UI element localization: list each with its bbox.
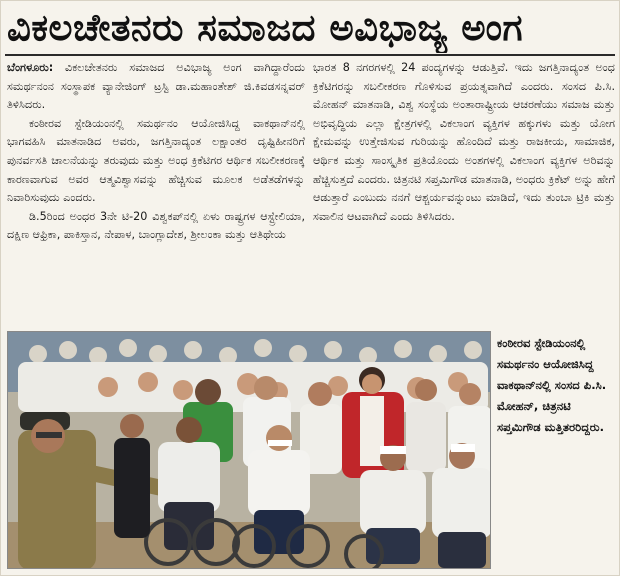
article-column-left	[7, 59, 305, 329]
article-column-right	[313, 59, 615, 329]
article-paragraph-4: ಭಾರತ 8 ನಗರಗಳಲ್ಲಿ 24 ಪಂದ್ಯಗಳನ್ನು ಆಡುತ್ತಿವೆ. ಇದು ಜಗತ್ತಿನಾದ್ಯಂತ ಅಂಧ ಕ್ರಿಕೆಟಿಗರನ್ನು ಸಬಲೀಕರಣ ಗೊಳಿಸುವ ಪ್ರಯತ್ನವಾಗಿದೆ ಎಂದರು. ಸಂಸದ ಪಿ.ಸಿ. ಮೋಹನ್ ಮಾತನಾಡಿ, ವಿಶ್ವ ಸಂಸ್ಥೆಯ ಅಂತಾರಾಷ್ಟ್ರೀಯ ಆಚರಣೆಯು ಸಮಾಜ ಮತ್ತು ಅಭಿವೃದ್ಧಿಯ ಎಲ್ಲಾ ಕ್ಷೇತ್ರಗಳಲ್ಲಿ ವಿಕಲಾಂಗ ವ್ಯಕ್ತಿಗಳ ಹಕ್ಕುಗಳು ಮತ್ತು ಯೋಗ ಕ್ಷೇಮವನ್ನು ಉತ್ತೇಜಿಸುವ ಗುರಿಯನ್ನು ಹೊಂದಿದೆ ಮತ್ತು ರಾಜಕೀಯ, ಸಾಮಾಜಿಕ, ಆರ್ಥಿಕ ಮತ್ತು ಸಾಂಸ್ಕೃತಿಕ ಪ್ರತಿಯೊಂದು ಅಂಶಗಳಲ್ಲಿ ವಿಕಲಾಂಗ ವ್ಯಕ್ತಿಗಳ ಅರಿವನ್ನು ಹೆಚ್ಚಿಸುತ್ತದೆ ಎಂದರು. ಚಿತ್ರನಟಿ ಸಪ್ತಮಿಗೌಡ ಮಾತನಾಡಿ, ಅಂಧರು ಕ್ರಿಕೆಟ್ ಅನ್ನು ಹೇಗೆ ಆಡುತ್ತಾರೆ ಎಂಬುದು ನನಗೆ ಆಶ್ಚರ್ಯವನ್ನುಂಟು ಮಾಡಿದೆ, ಇದು ತುಂಬಾ ಟ್ರಿಕಿ ಮತ್ತು ಸವಾಲಿನ ಆಟವಾಗಿದೆ ಎಂದು ತಿಳಿಸಿದರು.	[313, 61, 615, 223]
article-dateline: ಬೆಂಗಳೂರು:	[7, 61, 54, 74]
article-paragraph-1: ಬೆಂಗಳೂರು: ವಿಕಲಚೇತನರು ಸಮಾಜದ ಅವಿಭಾಜ್ಯ ಅಂಗ ವಾಗಿದ್ದಾರೆಂದು ಸಮರ್ಥನಂನ ಸಂಸ್ಥಾಪಕ ವ್ಯಾನೇಜಿಂಗ್ ಟ್ರಸ್ಟಿ ಡಾ.ಮಹಾಂತೇಶ್ ಜಿ.ಕಿವಡಸನ್ನವರ್ ತಿಳಿಸಿದರು.	[7, 61, 305, 112]
photo-illustration	[8, 332, 491, 569]
photo-caption: ಕಂಠೀರವ ಸ್ಟೇಡಿಯಂನಲ್ಲಿ ಸಮರ್ಥನಂ ಆಯೋಜಿಸಿದ್ದ ವಾಕಥಾನ್‌ನಲ್ಲಿ ಸಂಸದ ಪಿ.ಸಿ. ಮೋಹನ್, ಚಿತ್ರನಟಿ ಸಪ್ತಮಿಗೌಡ ಮತ್ತಿತರರಿದ್ದರು.	[497, 336, 607, 434]
article-paragraph-3: ಡಿ.5ರಿಂದ ಅಂಧರ 3ನೇ ಟಿ-20 ವಿಶ್ವಕಪ್‌ನಲ್ಲಿ ಏಳು ರಾಷ್ಟ್ರಗಳ ಆಸ್ಟ್ರೇಲಿಯಾ, ದಕ್ಷಿಣ ಆಫ್ರಿಕಾ, ಪಾಕಿಸ್ತಾನ, ನೇಪಾಳ, ಬಾಂಗ್ಲಾದೇಶ, ಶ್ರೀಲಂಕಾ ಮತ್ತು ಆತಿಥೇಯ	[7, 209, 305, 242]
headline-rule	[5, 54, 615, 56]
walkathon-crowd-photo	[7, 331, 491, 569]
article-headline: ವಿಕಲಚೇತನರು ಸಮಾಜದ ಅವಿಭಾಜ್ಯ ಅಂಗ	[7, 6, 524, 49]
article-paragraph-2: ಕಂಠೀರವ ಸ್ಟೇಡಿಯಂನಲ್ಲಿ ಸಮರ್ಥನಂ ಆಯೋಜಿಸಿದ್ದ ವಾಕಥಾನ್‌ನಲ್ಲಿ ಭಾಗವಹಿಸಿ ಮಾತನಾಡಿದ ಅವರು, ಜಗತ್ತಿನಾದ್ಯಂತ ಲಕ್ಷಾಂತರ ದೃಷ್ಟಿಹೀನರಿಗೆ ಪುನರ್ವಸತಿ ಚಾಲನೆಯನ್ನು ತರುವುದು ಮತ್ತು ಅಂಧ ಕ್ರಿಕೆಟಿಗರ ಆರ್ಥಿಕ ಸಬಲೀಕರಣಕ್ಕೆ ಕಾರಣವಾಗುವ ಅವರ ಆತ್ಮವಿಶ್ವಾಸವನ್ನು ಹೆಚ್ಚಿಸುವ ಮೂಲಕ ಅಡೆತಡೆಗಳನ್ನು ನಿವಾರಿಸುವುದು ಎಂದರು.	[7, 116, 305, 205]
